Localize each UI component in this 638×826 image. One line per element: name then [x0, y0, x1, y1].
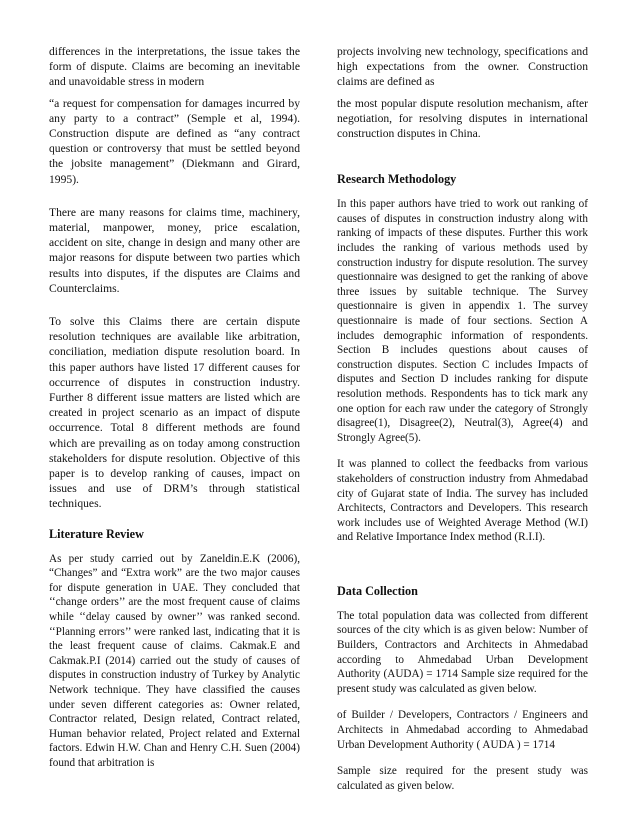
paragraph-dispute-resolution: To solve this Claims there are certain dispute resolution techniques are available like arbitration, conciliation, mediation dispute resolution board. In this paper authors have listed 17 different causes for occurrence of disputes in construction industry. Further 8 different issue matters are listed which are created in project scenario as an impact of dispute occurrence. Total 8 different methods are found which are prevailing as on today among construction stakeholders for dispute resolution. Objective of this paper is to develop ranking of causes, impact on issues and use of DRM’s through statistical techniques.: [49, 315, 300, 511]
paragraph-literature-review: As per study carried out by Zaneldin.E.K (2006), “Changes” and “Extra work” are the two major causes for dispute generation in UAE. They concluded that ‘‘change orders’’ are the most frequent cause of claims while ‘‘delay caused by owner’’ was ranked second. ‘‘Planning errors’’ were ranked last, indicating that it is the least frequent cause of claims. Cakmak.E and Cakmak.P.I (2014) carried out the study of causes of disputes in construction industry of Turkey by Analytic Network technique. They have classified the causes under seven different categories as: Owner related, Contractor related, Design related, Contract related, Human behavior related, Project related and External factors. Edwin H.W. Chan and Henry C.H. Suen (2004) found that arbitration is: [49, 552, 300, 769]
left-column: [49, 44, 300, 783]
paragraph-research-methodology: In this paper authors have tried to work out ranking of causes of disputes in construction industry along with ranking of impacts of these disputes. Further this work includes the ranking of various methods used by construction industry for dispute resolution. The survey questionnaire was designed to get the ranking of above three issues by suitable technique. The Survey questionnaire is given in appendix 1. The survey questionnaire is made of four sections. Section A includes demographic information of respondents. Section B includes questions about causes of construction disputes. Section C includes Impacts of disputes and Section D includes ranking for dispute resolution methods. Respondents has to tick mark any one option for each raw under the category of Strongly disagree(1), Disagree(2), Neutral(3), Agree(4) and Strongly Agree(5).: [337, 198, 588, 444]
paragraph-population-data: The total population data was collected from different sources of the city which is as given below: Number of Builders, Contractors and Architects in Ahmedabad according to Ahmedabad Urban Development Authority (AUDA) = 1714 Sample size required for the present study was calculated as given below.: [337, 609, 588, 695]
paragraph-new-technology: projects involving new technology, specifications and high expectations from the owner. Construction claims are defined as: [337, 45, 588, 89]
heading-data-collection: Data Collection: [337, 583, 418, 598]
paragraph-arbitration-china: the most popular dispute resolution mechanism, after negotiation, for resolving disputes in international construction disputes in China.: [337, 96, 588, 141]
paragraph-claims-definition: “a request for compensation for damages incurred by any party to a contract” (Semple et al, 1994). Construction dispute are defined as “any contract question or controversy that must be settled beyond the jobsite management” (Diekmann and Girard, 1995).: [49, 96, 300, 186]
paragraph-interpretations: differences in the interpretations, the issue takes the form of dispute. Claims are becoming an inevitable and unavoidable stress in modern: [49, 45, 300, 89]
paragraph-builders-count: of Builder / Developers, Contractors / Engineers and Architects in Ahmedabad according to Ahmedabad Urban Development Authority ( AUDA ) = 1714: [337, 709, 588, 751]
paragraph-sample-size: Sample size required for the present study was calculated as given below.: [337, 765, 588, 792]
paragraph-reasons-for-claims: There are many reasons for claims time, machinery, material, manpower, money, price escalation, accident on site, change in design and many other are major reasons for dispute between two parties which results into disputes, if the disputes are Claims and Counterclaims.: [49, 205, 300, 295]
paragraph-feedback-stakeholders: It was planned to collect the feedbacks from various stakeholders of construction industry from Ahmedabad city of Gujarat state of India. The survey has included Architects, Contractors and Developers. This research work includes use of Weighted Average Method (W.I) and Relative Importance Index method (R.I.I).: [337, 458, 588, 544]
right-column: [337, 44, 588, 805]
heading-literature-review: Literature Review: [49, 526, 144, 541]
heading-research-methodology: Research Methodology: [337, 172, 457, 187]
